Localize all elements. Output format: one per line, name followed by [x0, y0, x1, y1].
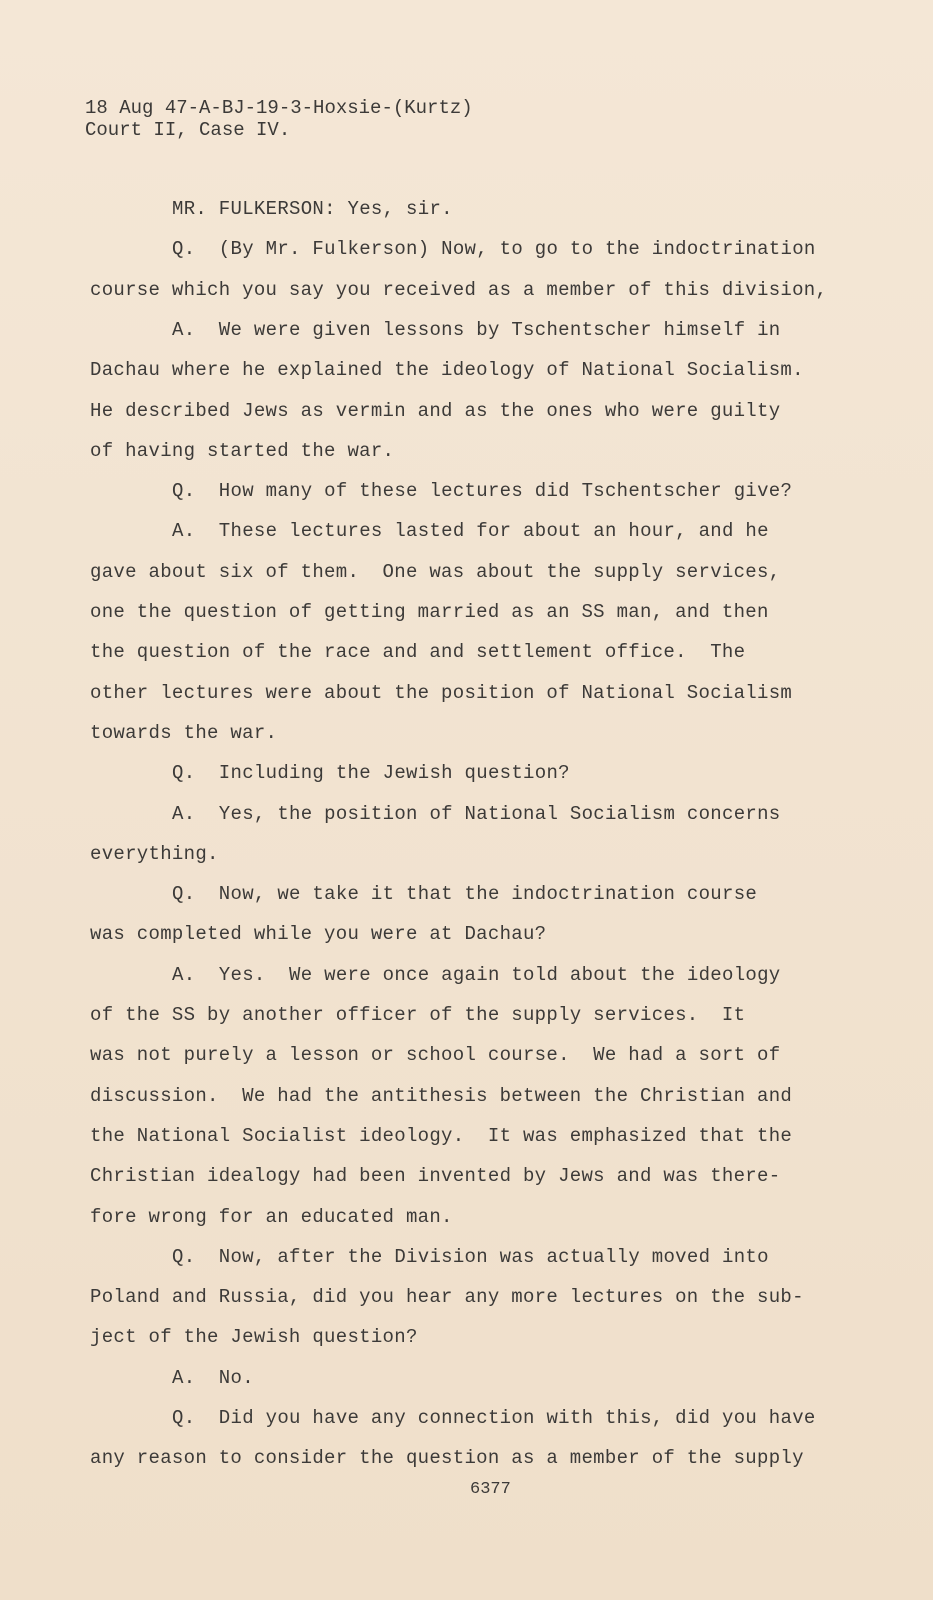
page-number: 6377	[470, 1480, 511, 1499]
transcript-line: Dachau where he explained the ideology of National Socialism.	[90, 359, 804, 382]
transcript-line: everything.	[90, 842, 219, 865]
transcript-line: was not purely a lesson or school course. We had a sort of	[90, 1044, 781, 1067]
transcript-line: Christian idealogy had been invented by Jews and was there-	[90, 1165, 781, 1188]
transcript-line: the National Socialist ideology. It was emphasized that the	[90, 1124, 793, 1147]
transcript-line: the question of the race and and settlement office. The	[90, 641, 746, 664]
transcript-line: ject of the Jewish question?	[90, 1326, 418, 1349]
transcript-line: A. No.	[172, 1366, 254, 1389]
transcript-line: discussion. We had the antithesis between the Christian and	[90, 1084, 793, 1107]
transcript-line: A. Yes, the position of National Socialism concerns	[172, 802, 781, 825]
transcript-line: Q. Did you have any connection with this, did you have	[172, 1407, 816, 1429]
header-reference: 18 Aug 47-A-BJ-19-3-Hoxsie-(Kurtz)	[85, 97, 473, 119]
transcript-line: was completed while you were at Dachau?	[90, 923, 547, 946]
transcript-line: A. We were given lessons by Tschentscher himself in	[172, 318, 781, 341]
transcript-line: A. These lectures lasted for about an hour, and he	[172, 520, 769, 543]
transcript-line: gave about six of them. One was about the supply services,	[90, 560, 781, 583]
transcript-line: Q. How many of these lectures did Tschentscher give?	[172, 480, 793, 503]
transcript-line: any reason to consider the question as a member of the supply	[90, 1447, 804, 1470]
transcript-line: course which you say you received as a member of this division,	[90, 278, 828, 301]
transcript-line: other lectures were about the position of National Socialism	[90, 681, 793, 704]
transcript-line: Poland and Russia, did you hear any more lectures on the sub-	[90, 1286, 804, 1309]
transcript-line: A. Yes. We were once again told about the ideology	[172, 963, 781, 986]
transcript-line: of having started the war.	[90, 439, 395, 462]
transcript-line: fore wrong for an educated man.	[90, 1205, 453, 1228]
transcript-line: of the SS by another officer of the supply services. It	[90, 1004, 746, 1026]
transcript-line: Q. Now, we take it that the indoctrination course	[172, 883, 758, 906]
header-court-case: Court II, Case IV.	[85, 119, 291, 141]
transcript-line: Q. (By Mr. Fulkerson) Now, to go to the indoctrination	[172, 238, 816, 261]
transcript-line: Q. Including the Jewish question?	[172, 762, 570, 785]
transcript-line: He described Jews as vermin and as the ones who were guilty	[90, 399, 781, 422]
transcript-line: one the question of getting married as an SS man, and then	[90, 601, 769, 623]
transcript-line: towards the war.	[90, 721, 278, 744]
transcript-line: MR. FULKERSON: Yes, sir.	[172, 198, 453, 220]
transcript-line: Q. Now, after the Division was actually moved into	[172, 1245, 769, 1268]
